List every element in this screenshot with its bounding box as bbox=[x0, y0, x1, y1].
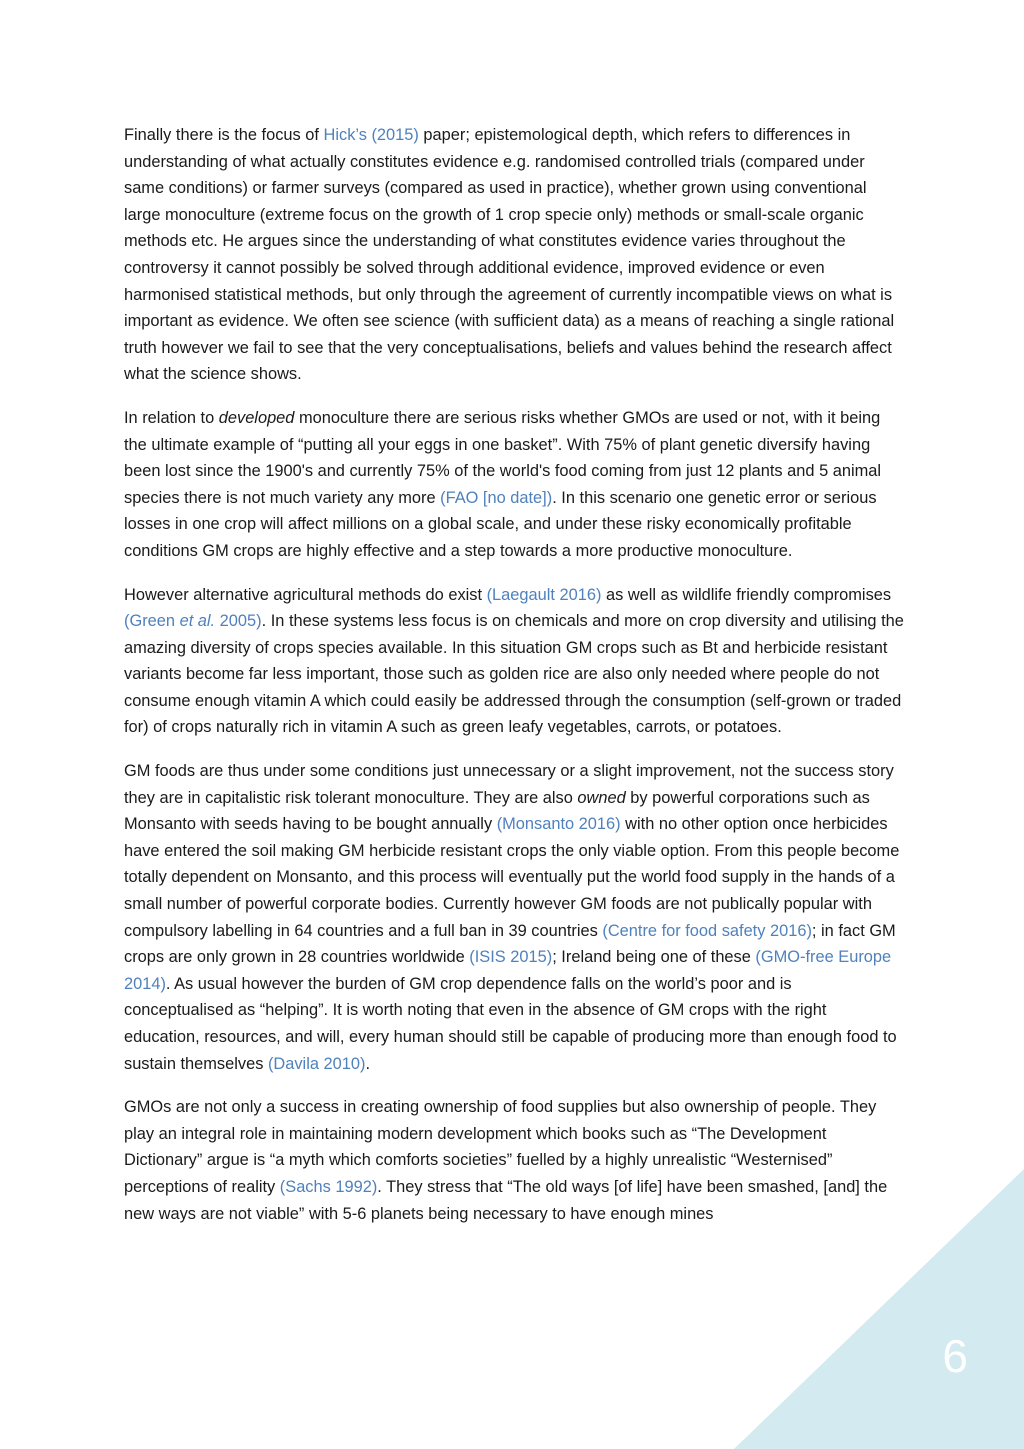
text-run: . bbox=[365, 1054, 370, 1073]
body-text bbox=[124, 122, 904, 1244]
emphasis-text: owned bbox=[577, 788, 626, 807]
emphasis-text: developed bbox=[218, 408, 295, 427]
citation[interactable]: (Centre for food safety 2016) bbox=[602, 921, 812, 940]
text-run: Finally there is the focus of bbox=[124, 126, 324, 144]
text-run: . They stress that “The old ways [of life] have been smashed, [and] the new ways are not viable” with 5-6 planets being necessary to have enough mines bbox=[124, 1177, 888, 1223]
citation[interactable]: (Monsanto 2016) bbox=[496, 815, 621, 834]
text-run: ; in fact GM crops are only grown in 28 countries worldwide bbox=[124, 921, 896, 967]
paragraph-4 bbox=[124, 758, 904, 1077]
paragraph-1 bbox=[124, 122, 904, 388]
citation[interactable]: (Sachs 1992) bbox=[279, 1177, 378, 1196]
text-run: as well as wildlife friendly compromises bbox=[601, 585, 892, 604]
citation[interactable]: Hick’s (2015) bbox=[323, 126, 419, 144]
citation[interactable]: (FAO [no date]) bbox=[440, 488, 553, 507]
text-run: In relation to bbox=[124, 408, 219, 427]
citation[interactable]: 2005) bbox=[215, 612, 262, 631]
text-run: ; Ireland being one of these bbox=[552, 948, 756, 967]
text-run: monoculture there are serious risks whether GMOs are used or not, with it being the ultimate example of “putting all your eggs in one basket”. With 75% of plant genetic diversify having been lost since the 1900's and currently 75% of the world's food coming from just 12 plants and 5 animal species there is not much variety any more bbox=[124, 408, 882, 507]
text-run: GMOs are not only a success in creating ownership of food supplies but also ownership of people. They play an integral role in maintaining modern development which books such as “The Development Dictionary” argue is “a myth which comforts societies” fuelled by a highly unrealistic “Westernised” perceptions of reality bbox=[124, 1098, 877, 1196]
citation[interactable]: (Laegault 2016) bbox=[486, 585, 602, 604]
text-run: GM foods are thus under some conditions just unnecessary or a slight improvement, not the success story they are in capitalistic risk tolerant monoculture. They are also bbox=[124, 762, 894, 807]
citation[interactable]: (Davila 2010) bbox=[267, 1054, 366, 1073]
text-run: . As usual however the burden of GM crop dependence falls on the world’s poor and is conceptualised as “helping”. It is worth noting that even in the absence of GM crops with the right education, resources, and will, every human should still be capable of producing more than enough food to sustain themselves bbox=[124, 974, 897, 1073]
citation[interactable]: (ISIS 2015) bbox=[469, 948, 553, 967]
text-run: . In these systems less focus is on chemicals and more on crop diversity and utilising the amazing diversity of crops species available. In this situation GM crops such as Bt and herbicide resistant variants become far less important, those such as golden rice are also only needed where people do not consume enough vitamin A which could easily be addressed through the consumption (self-grown or traded for) of crops naturally rich in vitamin A such as green leafy vegetables, carrots, or potatoes. bbox=[124, 612, 904, 737]
text-run: paper; epistemological depth, which refers to differences in understanding of what actually constitutes evidence e.g. randomised controlled trials (compared under same conditions) or farmer surveys (compared as used in practice), whether grown using conventional large monoculture (extreme focus on the growth of 1 crop specie only) methods or small-scale organic methods etc. He argues since the understanding of what constitutes evidence varies throughout the controversy it cannot possibly be solved through additional evidence, improved evidence or even harmonised statistical methods, but only through the agreement of currently incompatible views on what is important as evidence. We often see science (with sufficient data) as a means of reaching a single rational truth however we fail to see that the very conceptualisations, beliefs and values behind the research affect what the science shows. bbox=[124, 126, 895, 384]
text-run: by powerful corporations such as Monsanto with seeds having to be bought annually bbox=[124, 788, 870, 834]
paragraph-5 bbox=[124, 1094, 904, 1227]
page-number: 6 bbox=[942, 1330, 968, 1382]
text-run: with no other option once herbicides have entered the soil making GM herbicide resistant crops the only viable option. From this people become totally dependent on Monsanto, and this process will eventually put the world food supply in the hands of a small number of powerful corporate bodies. Currently however GM foods are not publically popular with compulsory labelling in 64 countries and a full ban in 39 countries bbox=[124, 815, 900, 940]
text-run: . In this scenario one genetic error or serious losses in one crop will affect millions on a global scale, and under these risky economically profitable conditions GM crops are highly effective and a step towards a more productive monoculture. bbox=[124, 488, 877, 560]
paragraph-2 bbox=[124, 405, 904, 565]
citation[interactable]: (Green bbox=[124, 612, 180, 631]
citation[interactable]: et al. bbox=[179, 612, 216, 631]
paragraph-3 bbox=[124, 582, 904, 742]
citation[interactable]: (GMO-free Europe 2014) bbox=[124, 948, 892, 993]
text-run: However alternative agricultural methods do exist bbox=[124, 585, 487, 604]
